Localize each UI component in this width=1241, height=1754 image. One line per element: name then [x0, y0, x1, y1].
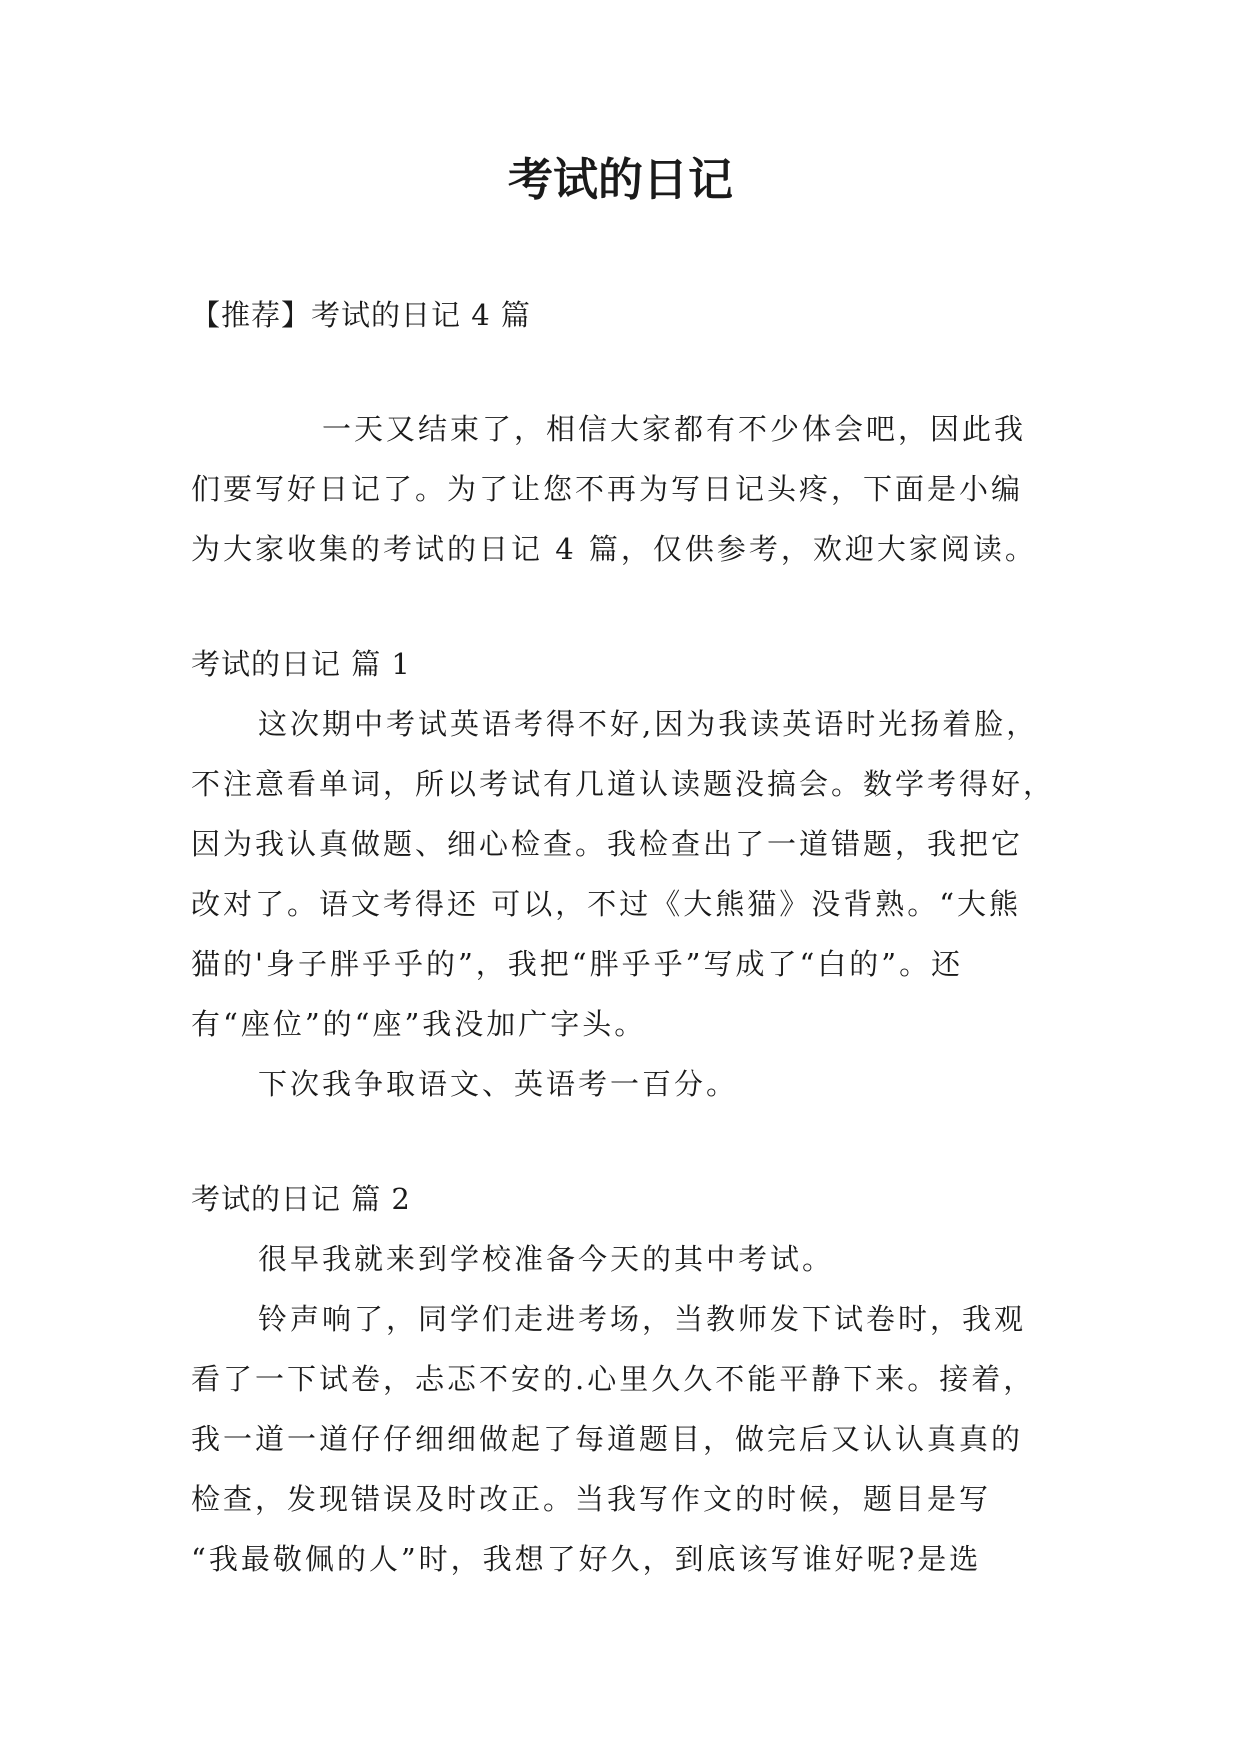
paragraph-line: 很早我就来到学校准备今天的其中考试。 — [258, 1242, 835, 1276]
paragraph-line: “我最敬佩的人”时，我想了好久，到底该写谁好呢?是选 — [191, 1542, 982, 1576]
section-heading: 考试的日记 篇 1 — [191, 647, 411, 681]
paragraph-line: 检查，发现错误及时改正。当我写作文的时候，题目是写 — [191, 1482, 992, 1516]
section-heading: 考试的日记 篇 2 — [191, 1182, 411, 1216]
intro-line: 一天又结束了，相信大家都有不少体会吧，因此我 — [322, 412, 1027, 446]
paragraph-line: 不注意看单词，所以考试有几道认读题没搞会。数学考得好， — [191, 767, 1056, 801]
document-subtitle: 【推荐】考试的日记 4 篇 — [191, 298, 531, 332]
paragraph-line: 因为我认真做题、细心检查。我检查出了一道错题，我把它 — [191, 827, 1024, 861]
paragraph-line: 看了一下试卷，忐忑不安的.心里久久不能平静下来。接着， — [191, 1362, 1036, 1396]
paragraph-line: 我一道一道仔仔细细做起了每道题目，做完后又认认真真的 — [191, 1422, 1024, 1456]
paragraph-line: 改对了。语文考得还 可以，不过《大熊猫》没背熟。“大熊 — [191, 887, 1022, 921]
intro-line: 们要写好日记了。为了让您不再为写日记头疼，下面是小编 — [191, 472, 1024, 506]
paragraph-line: 这次期中考试英语考得不好,因为我读英语时光扬着脸， — [258, 707, 1039, 741]
paragraph-line: 下次我争取语文、英语考一百分。 — [258, 1067, 739, 1101]
paragraph-line: 铃声响了，同学们走进考场，当教师发下试卷时，我观 — [258, 1302, 1027, 1336]
document-title: 考试的日记 — [507, 153, 733, 206]
paragraph-line: 猫的'身子胖乎乎的”，我把“胖乎乎”写成了“白的”。还 — [191, 947, 964, 981]
intro-line: 为大家收集的考试的日记 4 篇，仅供参考，欢迎大家阅读。 — [191, 532, 1037, 566]
paragraph-line: 有“座位”的“座”我没加广字头。 — [191, 1007, 647, 1041]
